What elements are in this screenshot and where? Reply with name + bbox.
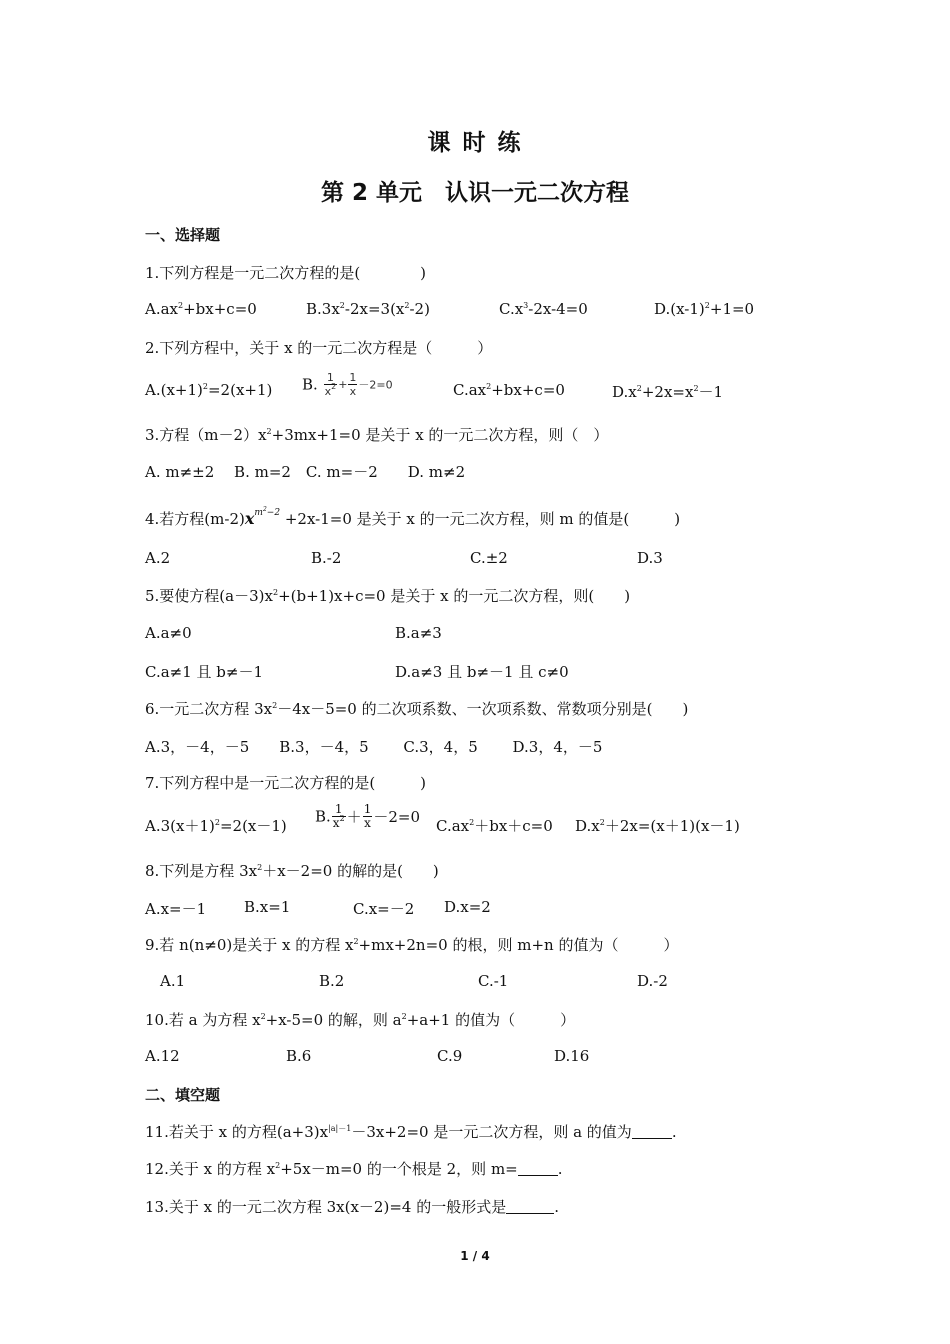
question-5-option-b: B.a≠3 bbox=[395, 624, 442, 642]
question-1-stem: 1.下列方程是一元二次方程的是( ) bbox=[145, 264, 427, 282]
question-3-stem: 3.方程$(m-2)x^2+3mx+1=0$ 是关于 x 的一元二次方程，则（ ） bbox=[145, 426, 609, 444]
question-8-stem: 8.下列是方程 $3x^2+x-2=0$ 的解的是( ) bbox=[145, 862, 439, 880]
question-2-stem: 2.下列方程中，关于 x 的一元二次方程是（ ） bbox=[145, 339, 493, 357]
section-heading-choice: 一、选择题 bbox=[145, 226, 221, 244]
question-10-option-c: C.9 bbox=[437, 1047, 463, 1065]
question-2-option-d: $D.x^2+2x=x^2-1$ bbox=[612, 383, 724, 401]
document-title: 课 时 练 bbox=[427, 130, 523, 156]
question-9-stem: 9.若 n(n≠0)是关于 x 的方程 $x^2+mx+2n=0$ 的根，则 m+n 的值为（ ） bbox=[145, 936, 679, 954]
question-1-option-d: $D.(x-1)^2+1=0$ bbox=[654, 300, 755, 318]
question-4-option-b: B.-2 bbox=[311, 549, 342, 567]
question-5-option-c: C.a≠1 且 b≠－1 bbox=[145, 663, 264, 681]
answer-blank[interactable] bbox=[518, 1161, 558, 1176]
question-4-option-d: D.3 bbox=[637, 549, 663, 567]
question-10-option-b: B.6 bbox=[286, 1047, 312, 1065]
question-7-option-b: B. $\frac{1}{x^2}$ ＋ $\frac{1}{x}$ －2=0 bbox=[315, 802, 420, 830]
question-3-options: A. m≠±2 B. m=2 C. m=－2 D. m≠2 bbox=[145, 463, 466, 481]
question-10-option-a: A.12 bbox=[145, 1047, 180, 1065]
answer-blank[interactable] bbox=[632, 1124, 672, 1139]
section-heading-fill: 二、填空题 bbox=[145, 1086, 221, 1104]
question-7-option-a: $A.3(x+1)^2=2(x-1)$ bbox=[145, 817, 287, 835]
question-5-option-a: A.a≠0 bbox=[145, 624, 192, 642]
unit-title: 第 2 单元 认识一元二次方程 bbox=[320, 180, 630, 206]
question-4-option-c: C.±2 bbox=[470, 549, 508, 567]
question-10-option-d: D.16 bbox=[554, 1047, 590, 1065]
question-1-option-a: $A.ax^2+bx+c=0$ bbox=[145, 300, 257, 318]
question-8-option-a: A.x=－1 bbox=[145, 900, 207, 918]
question-4-option-a: A.2 bbox=[145, 549, 171, 567]
question-5-stem: 5.要使方程$(a-3)x^2+(b+1)x+c=0$ 是关于 x 的一元二次方程，则( ) bbox=[145, 587, 631, 605]
question-1-option-b: $B.3x^2-2x=3(x^2-2)$ bbox=[306, 300, 430, 318]
question-7-stem: 7.下列方程中是一元二次方程的是( ) bbox=[145, 774, 427, 792]
question-8-option-c: C.x=－2 bbox=[353, 900, 415, 918]
question-5-option-d: D.a≠3 且 b≠－1 且 c≠0 bbox=[395, 663, 569, 681]
question-6-stem: 6.一元二次方程 $3x^2-4x-5=0$ 的二次项系数、一次项系数、常数项分别是( ) bbox=[145, 700, 689, 718]
question-9-option-a: A.1 bbox=[160, 972, 186, 990]
question-8-option-b: B.x=1 bbox=[244, 898, 291, 916]
question-10-stem: 10.若 a 为方程 $x^2+x-5=0$ 的解，则 $a^2+a+1$ 的值为（ ） bbox=[145, 1011, 576, 1029]
answer-blank[interactable] bbox=[506, 1199, 554, 1214]
page-number: 1 / 4 bbox=[460, 1249, 490, 1263]
question-9-option-c: C.-1 bbox=[478, 972, 509, 990]
question-7-option-d: $D.x^2+2x=(x+1)(x-1)$ bbox=[575, 817, 740, 835]
question-9-option-b: B.2 bbox=[319, 972, 345, 990]
question-4-stem: 4.若方程$(m-2)x^{m^2-2} +2x-1=0$ 是关于 x 的一元二次方程，则 m 的值是( ) bbox=[145, 506, 681, 528]
question-8-option-d: D.x=2 bbox=[444, 898, 491, 916]
question-2-option-b: B. $\frac{1}{x^2}$ + $\frac{1}{x}$ －2=0 bbox=[302, 371, 393, 398]
question-2-option-c: $C.ax^2+bx+c=0$ bbox=[453, 381, 565, 399]
question-6-options: A.3，－4，－5 B.3，－4，5 C.3，4，5 D.3，4，－5 bbox=[145, 738, 603, 756]
question-11-stem: 11.若关于 x 的方程$(a+3)x^{|a|-1}-3x+2=0$ 是一元二次方程，则 a 的值为 . bbox=[145, 1123, 677, 1141]
question-9-option-d: D.-2 bbox=[637, 972, 668, 990]
question-2-option-a: $A.(x+1)^2=2(x+1)$ bbox=[145, 381, 273, 399]
question-13-stem: 13.关于 x 的一元二次方程 3x(x－2)=4 的一般形式是 . bbox=[145, 1198, 559, 1216]
question-1-option-c: $C.x^3-2x-4=0$ bbox=[499, 300, 588, 318]
question-12-stem: 12.关于 x 的方程 $x^2+5x-m=0$ 的一个根是 2，则 m= . bbox=[145, 1160, 563, 1178]
question-7-option-c: $C.ax^2+bx+c=0$ bbox=[436, 817, 553, 835]
